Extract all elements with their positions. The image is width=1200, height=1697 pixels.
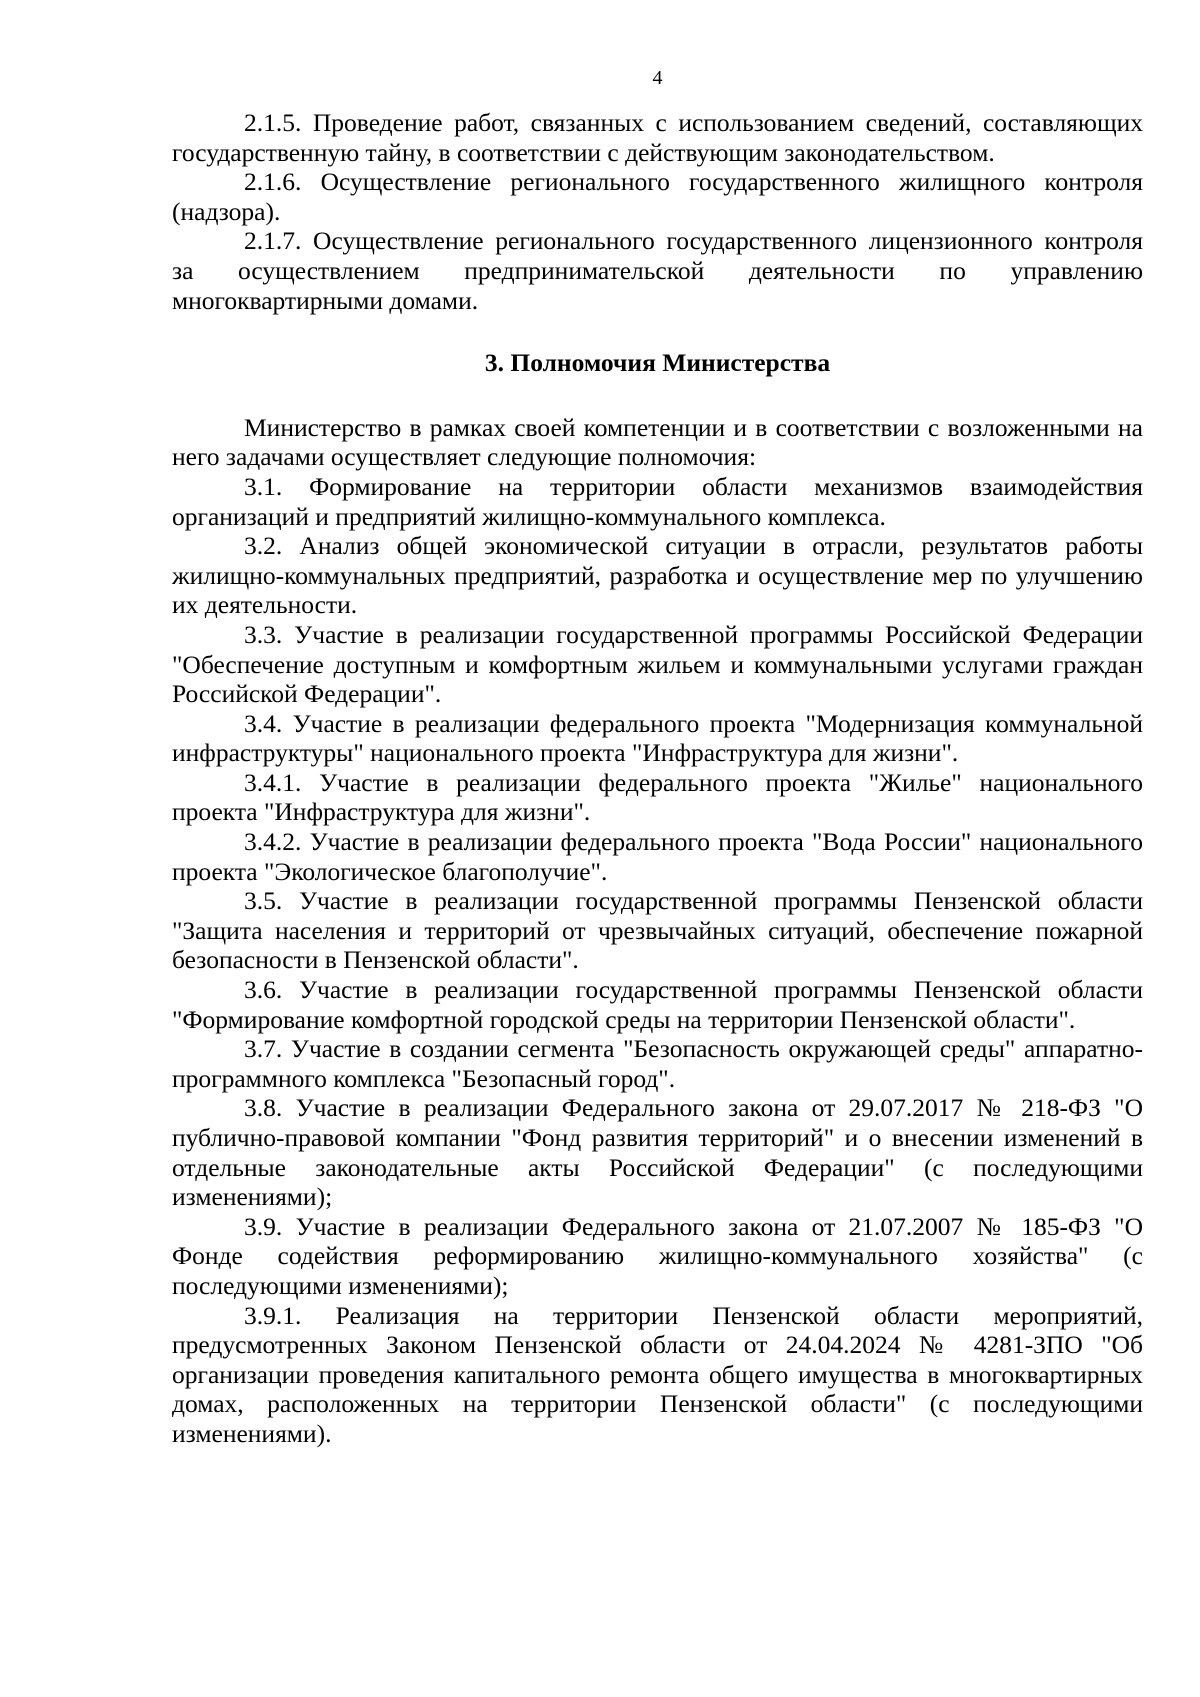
paragraph-3-4-1: 3.4.1. Участие в реализации федерального проекта "Жилье" национального проекта "Инфраструктура для жизни". [172, 767, 1143, 827]
paragraph-3-4: 3.4. Участие в реализации федерального проекта "Модернизация коммунальной инфраструктуры" национального проекта "Инфраструктура для жизни". [172, 708, 1143, 768]
paragraph-3-9: 3.9. Участие в реализации Федерального закона от 21.07.2007 № 185-ФЗ "О Фонде содействия реформированию жилищно-коммунального хозяйства" (с последующими изменениями); [172, 1211, 1143, 1300]
paragraph-2-1-5: 2.1.5. Проведение работ, связанных с использованием сведений, составляющих государственную тайну, в соответствии с действующим законодательством. [172, 108, 1143, 167]
paragraph-3-3: 3.3. Участие в реализации государственной программы Российской Федерации "Обеспечение доступным и комфортным жильем и коммунальными услугами граждан Российской Федерации". [172, 619, 1143, 709]
section-3-heading: 3. Полномочия Министерства [484, 348, 831, 378]
paragraph-3-4-2: 3.4.2. Участие в реализации федерального проекта "Вода России" национального проекта "Экологическое благополучие". [172, 827, 1143, 886]
paragraph-3-9-1: 3.9.1. Реализация на территории Пензенской области мероприятий, предусмотренных Законом Пензенской области от 24.04.2024 № 4281-ЗПО "Об организации проведения капитального ремонта общего имущества в многоквартирных домах, расположенных на территории Пензенской области" (с последующими изменениями). [172, 1300, 1143, 1448]
section-3-intro: Министерство в рамках своей компетенции и в соответствии с возложенными на него задачами осуществляет следующие полномочия: [172, 412, 1143, 472]
paragraph-3-6: 3.6. Участие в реализации государственной программы Пензенской области "Формирование комфортной городской среды на территории Пензенской области". [172, 975, 1143, 1034]
paragraph-3-8: 3.8. Участие в реализации Федерального закона от 29.07.2017 № 218-ФЗ "О публично-правовой компании "Фонд развития территорий" и о внесении изменений в отдельные законодательные акты Российской Федерации" (с последующими изменениями); [172, 1093, 1143, 1212]
paragraph-3-2: 3.2. Анализ общей экономической ситуации в отрасли, результатов работы жилищно-коммунальных предприятий, разработка и осуществление мер по улучшению их деятельности. [172, 531, 1143, 620]
paragraph-2-1-7: 2.1.7. Осуществление регионального государственного лицензионного контроля за осуществлением предпринимательской деятельности по управлению многоквартирными домами. [172, 226, 1143, 315]
document-page [172, 66, 1143, 1449]
paragraph-2-1-6: 2.1.6. Осуществление регионального государственного жилищного контроля (надзора). [172, 167, 1143, 226]
page-number: 4 [652, 67, 663, 89]
paragraph-3-7: 3.7. Участие в создании сегмента "Безопасность окружающей среды" аппаратно-программного комплекса "Безопасный город". [172, 1034, 1143, 1093]
paragraph-3-1: 3.1. Формирование на территории области механизмов взаимодействия организаций и предприятий жилищно-коммунального комплекса. [172, 471, 1143, 531]
paragraph-3-5: 3.5. Участие в реализации государственной программы Пензенской области "Защита населения и территорий от чрезвычайных ситуаций, обеспечение пожарной безопасности в Пензенской области". [172, 886, 1143, 975]
